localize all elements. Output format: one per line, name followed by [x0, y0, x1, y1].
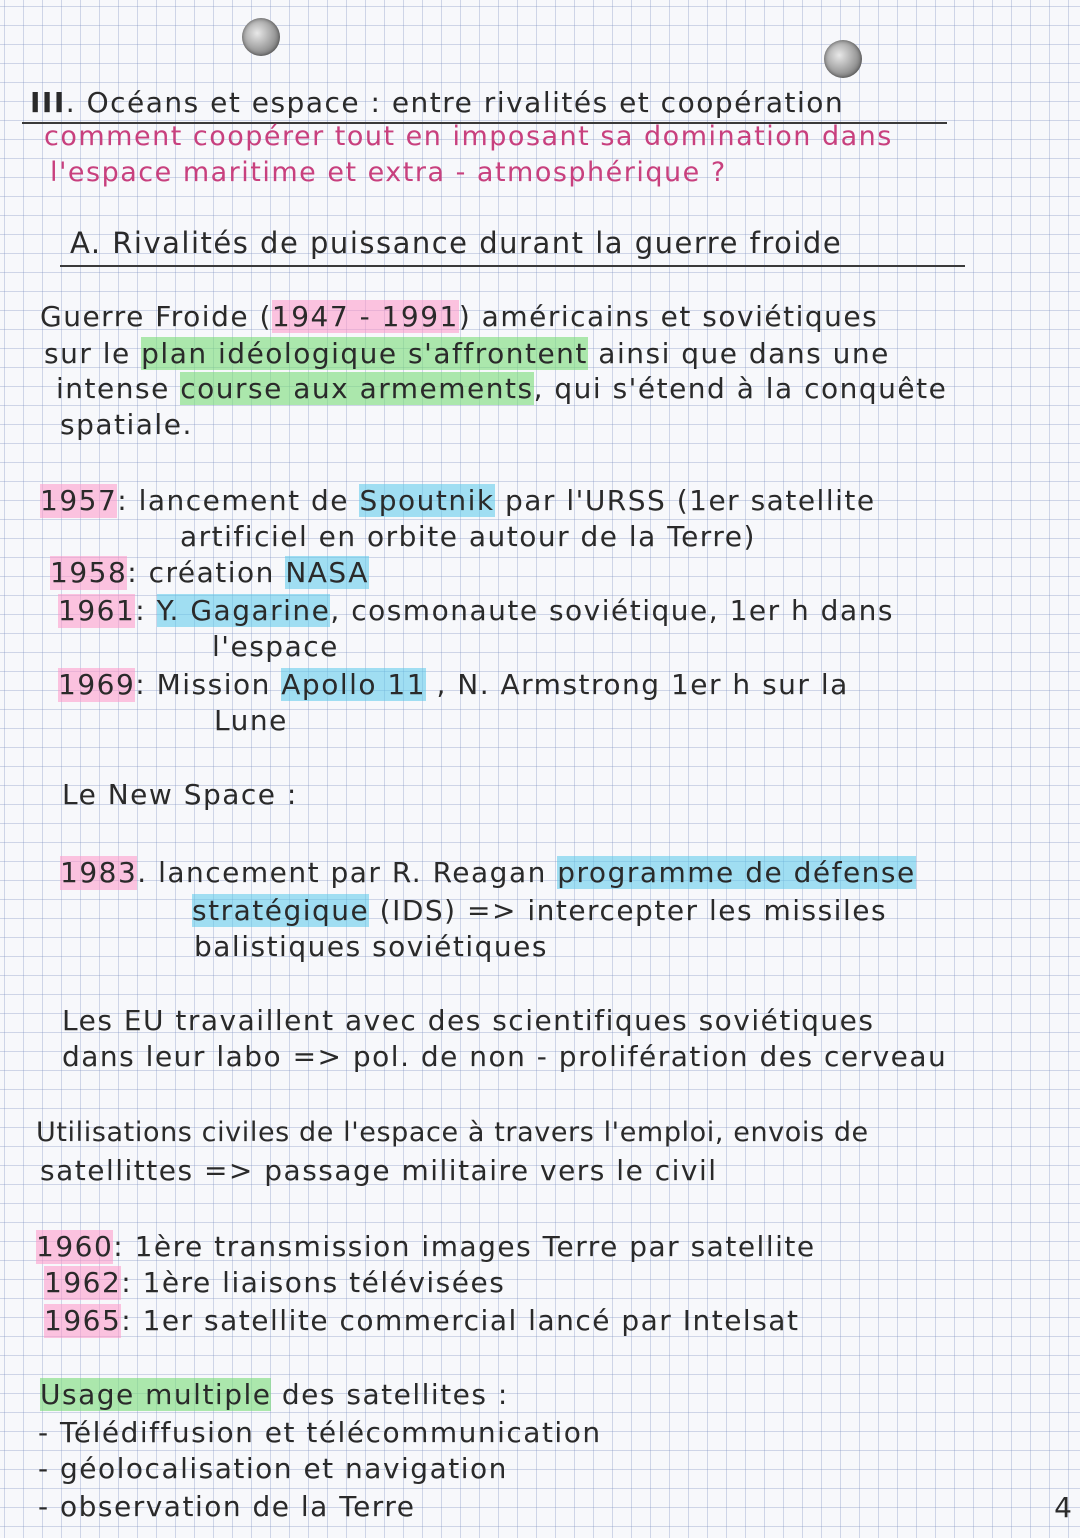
- timeline1-1969: 1969: Mission Apollo 11 , N. Armstrong 1er h sur la: [58, 668, 849, 701]
- usage-item-1: - Télédiffusion et télécommunication: [38, 1416, 602, 1449]
- subsection-underline: [60, 265, 965, 267]
- para1-line-3: intense course aux armements, qui s'étend à la conquête: [56, 372, 948, 405]
- highlight-ideological: plan idéologique s'affrontent: [141, 337, 588, 370]
- civil-line-2: satellittes => passage militaire vers le civil: [40, 1154, 718, 1187]
- cooperation-line-1: Les EU travaillent avec des scientifiques soviétiques: [62, 1004, 875, 1037]
- usage-heading: Usage multiple des satellites :: [40, 1378, 509, 1411]
- timeline1-1957-cont: artificiel en orbite autour de la Terre): [180, 520, 756, 553]
- punch-hole-right: [824, 40, 862, 78]
- highlight-spoutnik: Spoutnik: [359, 484, 495, 517]
- cold-war-dates: 1947 - 1991: [271, 300, 459, 333]
- new-space-line-1: 1983. lancement par R. Reagan programme de défense: [60, 856, 916, 889]
- year-1962: 1962: [44, 1266, 122, 1299]
- timeline2-1960: 1960: 1ère transmission images Terre par satellite: [36, 1230, 816, 1263]
- usage-item-3: - observation de la Terre: [38, 1490, 416, 1523]
- timeline2-1962: 1962: 1ère liaisons télévisées: [44, 1266, 506, 1299]
- timeline1-1958: 1958: création NASA: [50, 556, 369, 589]
- highlight-gagarine: Y. Gagarine: [156, 594, 331, 627]
- section-title-text: . Océans et espace : entre rivalités et coopération: [65, 86, 845, 119]
- highlight-strategique: stratégique: [192, 894, 370, 927]
- new-space-heading: Le New Space :: [62, 778, 298, 811]
- new-space-line-2: stratégique (IDS) => intercepter les missiles: [192, 894, 888, 927]
- year-1961: 1961: [58, 594, 136, 627]
- subsection-title: A. Rivalités de puissance durant la guerre froide: [70, 226, 843, 260]
- civil-line-1: Utilisations civiles de l'espace à travers l'emploi, envois de: [36, 1117, 869, 1148]
- highlight-apollo: Apollo 11: [281, 668, 427, 701]
- timeline1-1957: 1957: lancement de Spoutnik par l'URSS (1er satellite: [40, 484, 876, 517]
- highlight-nasa: NASA: [285, 556, 369, 589]
- timeline1-1969-cont: Lune: [214, 704, 288, 737]
- year-1965: 1965: [44, 1304, 122, 1337]
- highlight-arms-race: course aux armements: [180, 372, 534, 405]
- para1-line-4: spatiale.: [60, 408, 193, 441]
- year-1958: 1958: [50, 556, 128, 589]
- para1-line-2: sur le plan idéologique s'affrontent ainsi que dans une: [44, 337, 890, 370]
- question-line-1: comment coopérer tout en imposant sa domination dans: [44, 121, 893, 152]
- page-number: 4: [1054, 1491, 1072, 1524]
- question-line-2: l'espace maritime et extra - atmosphérique ?: [50, 157, 727, 188]
- year-1957: 1957: [40, 484, 118, 517]
- highlight-usage-multiple: Usage multiple: [40, 1378, 272, 1411]
- year-1960: 1960: [36, 1230, 114, 1263]
- para1-line-1: Guerre Froide (1947 - 1991) américains et soviétiques: [40, 300, 879, 333]
- timeline1-1961-cont: l'espace: [212, 630, 339, 663]
- new-space-line-3: balistiques soviétiques: [194, 930, 548, 963]
- cooperation-line-2: dans leur labo => pol. de non - prolifération des cerveau: [62, 1040, 948, 1073]
- year-1969: 1969: [58, 668, 136, 701]
- usage-item-2: - géolocalisation et navigation: [38, 1452, 508, 1485]
- section-title: [30, 86, 844, 120]
- year-1983: 1983: [60, 856, 138, 889]
- timeline1-1961: 1961: Y. Gagarine, cosmonaute soviétique, 1er h dans: [58, 594, 894, 627]
- timeline2-1965: 1965: 1er satellite commercial lancé par Intelsat: [44, 1304, 800, 1337]
- section-numeral: III: [30, 86, 66, 119]
- punch-hole-left: [242, 18, 280, 56]
- highlight-defense-program: programme de défense: [557, 856, 916, 889]
